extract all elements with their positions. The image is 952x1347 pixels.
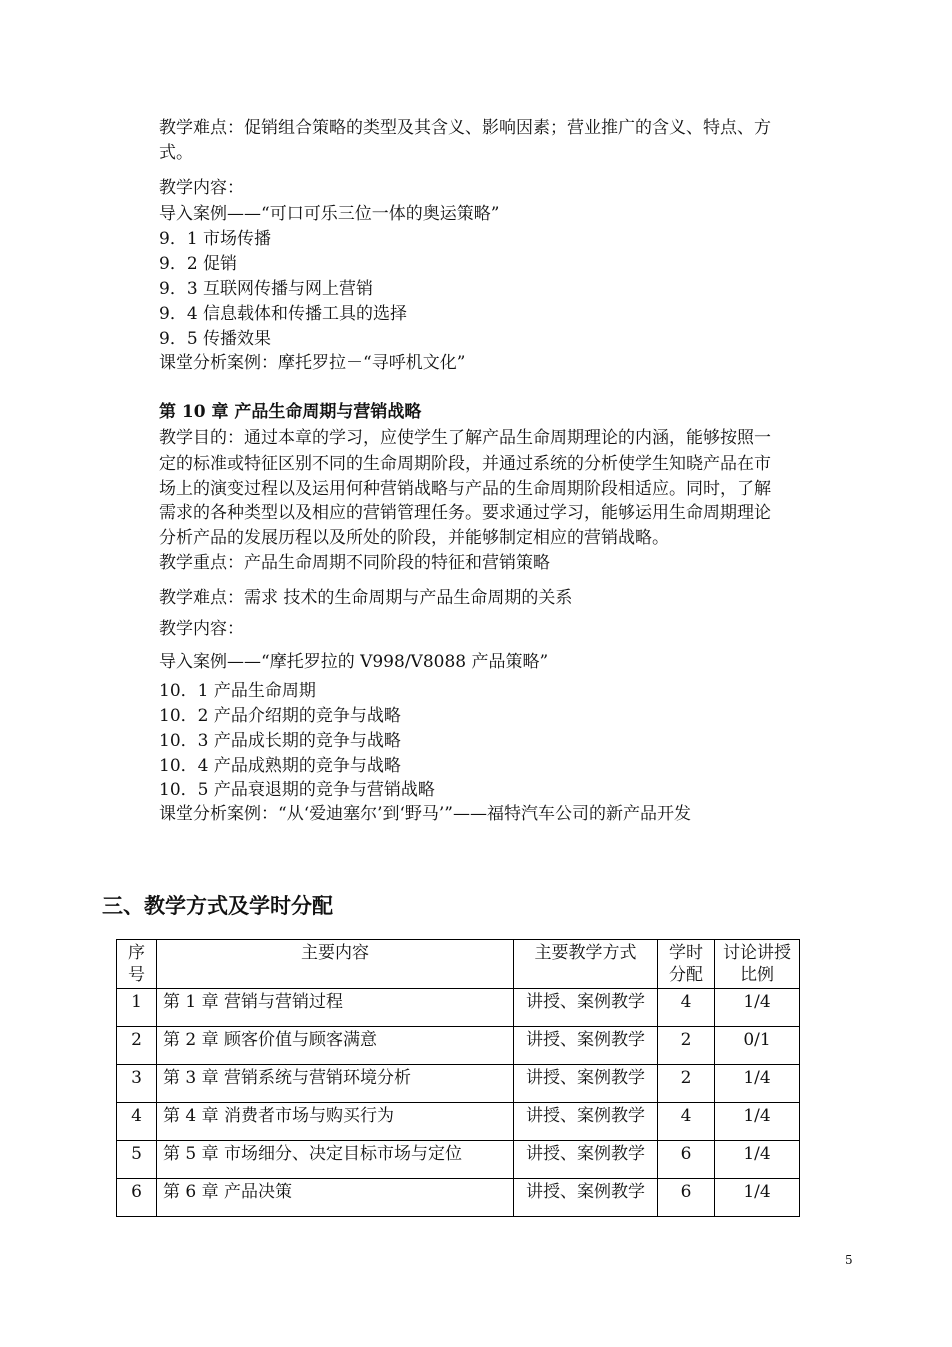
chapter-heading: 第 10 章 产品生命周期与营销战略: [159, 402, 422, 422]
cell-hours: 6: [658, 1141, 715, 1179]
cell-index: 6: [117, 1179, 157, 1217]
cell-ratio: 1/4: [715, 1065, 800, 1103]
section-title: 三、教学方式及学时分配: [102, 894, 333, 918]
table-row: [117, 1027, 800, 1065]
table-row: [117, 989, 800, 1027]
content-label: 教学内容：: [159, 178, 244, 198]
table-header-row: [117, 940, 800, 989]
topic-item: 9．2 促销: [159, 254, 238, 274]
intro-case: 导入案例——“可口可乐三位一体的奥运策略”: [159, 204, 500, 224]
cell-method: 讲授、案例教学: [514, 1103, 658, 1141]
cell-content: 第 5 章 市场细分、决定目标市场与定位: [157, 1141, 514, 1179]
cell-index: 1: [117, 989, 157, 1027]
cell-content: 第 4 章 消费者市场与购买行为: [157, 1103, 514, 1141]
content-label: 教学内容：: [159, 619, 244, 639]
header-content: 主要内容: [157, 940, 514, 989]
header-method: 主要教学方式: [514, 940, 658, 989]
difficulty-line: 教学难点：需求 技术的生命周期与产品生命周期的关系: [159, 588, 573, 608]
cell-index: 2: [117, 1027, 157, 1065]
class-case: 课堂分析案例：摩托罗拉－“寻呼机文化”: [159, 353, 466, 373]
objective-line: 定的标准或特征区别不同的生命周期阶段，并通过系统的分析使学生知晓产品在市: [159, 454, 771, 474]
cell-method: 讲授、案例教学: [514, 1027, 658, 1065]
cell-content: 第 3 章 营销系统与营销环境分析: [157, 1065, 514, 1103]
difficulty-line-cont: 式。: [159, 143, 193, 163]
table-row: [117, 1065, 800, 1103]
topic-item: 9．5 传播效果: [159, 329, 272, 349]
cell-hours: 2: [658, 1065, 715, 1103]
header-index: 序号: [117, 940, 157, 989]
cell-hours: 2: [658, 1027, 715, 1065]
topic-item: 9．4 信息载体和传播工具的选择: [159, 304, 408, 324]
objective-line: 分析产品的发展历程以及所处的阶段，并能够制定相应的营销战略。: [159, 528, 669, 548]
cell-ratio: 1/4: [715, 1179, 800, 1217]
cell-content: 第 2 章 顾客价值与顾客满意: [157, 1027, 514, 1065]
cell-method: 讲授、案例教学: [514, 1141, 658, 1179]
cell-method: 讲授、案例教学: [514, 1065, 658, 1103]
cell-content: 第 6 章 产品决策: [157, 1179, 514, 1217]
cell-method: 讲授、案例教学: [514, 1179, 658, 1217]
cell-index: 5: [117, 1141, 157, 1179]
objective-line: 场上的演变过程以及运用何种营销战略与产品的生命周期阶段相适应。同时，了解: [159, 479, 771, 499]
table-row: [117, 1179, 800, 1217]
topic-item: 10．5 产品衰退期的竞争与营销战略: [159, 780, 435, 800]
cell-ratio: 1/4: [715, 1103, 800, 1141]
page-number: 5: [845, 1253, 853, 1267]
cell-method: 讲授、案例教学: [514, 989, 658, 1027]
cell-hours: 4: [658, 1103, 715, 1141]
cell-index: 4: [117, 1103, 157, 1141]
class-case: 课堂分析案例：“从‘爱迪塞尔’到‘野马’”——福特汽车公司的新产品开发: [159, 804, 691, 824]
topic-item: 10．2 产品介绍期的竞争与战略: [159, 706, 401, 726]
topic-item: 9．3 互联网传播与网上营销: [159, 279, 374, 299]
topic-item: 10．3 产品成长期的竞争与战略: [159, 731, 401, 751]
intro-case: 导入案例——“摩托罗拉的 V998/V8088 产品策略”: [159, 652, 549, 672]
cell-content: 第 1 章 营销与营销过程: [157, 989, 514, 1027]
header-ratio: 讨论讲授比例: [715, 940, 800, 989]
cell-hours: 4: [658, 989, 715, 1027]
cell-ratio: 1/4: [715, 989, 800, 1027]
objective-line: 需求的各种类型以及相应的营销管理任务。要求通过学习，能够运用生命周期理论: [159, 503, 771, 523]
topic-item: 10．4 产品成熟期的竞争与战略: [159, 756, 401, 776]
objective-line: 教学目的：通过本章的学习，应使学生了解产品生命周期理论的内涵，能够按照一: [159, 428, 771, 448]
key-point: 教学重点：产品生命周期不同阶段的特征和营销策略: [159, 553, 550, 573]
difficulty-line: 教学难点：促销组合策略的类型及其含义、影响因素；营业推广的含义、特点、方: [159, 118, 771, 138]
schedule-table: [116, 939, 800, 1217]
table-row: [117, 1103, 800, 1141]
header-hours: 学时分配: [658, 940, 715, 989]
table-row: [117, 1141, 800, 1179]
topic-item: 9．1 市场传播: [159, 229, 272, 249]
topic-item: 10．1 产品生命周期: [159, 681, 316, 701]
cell-index: 3: [117, 1065, 157, 1103]
cell-ratio: 1/4: [715, 1141, 800, 1179]
cell-hours: 6: [658, 1179, 715, 1217]
cell-ratio: 0/1: [715, 1027, 800, 1065]
